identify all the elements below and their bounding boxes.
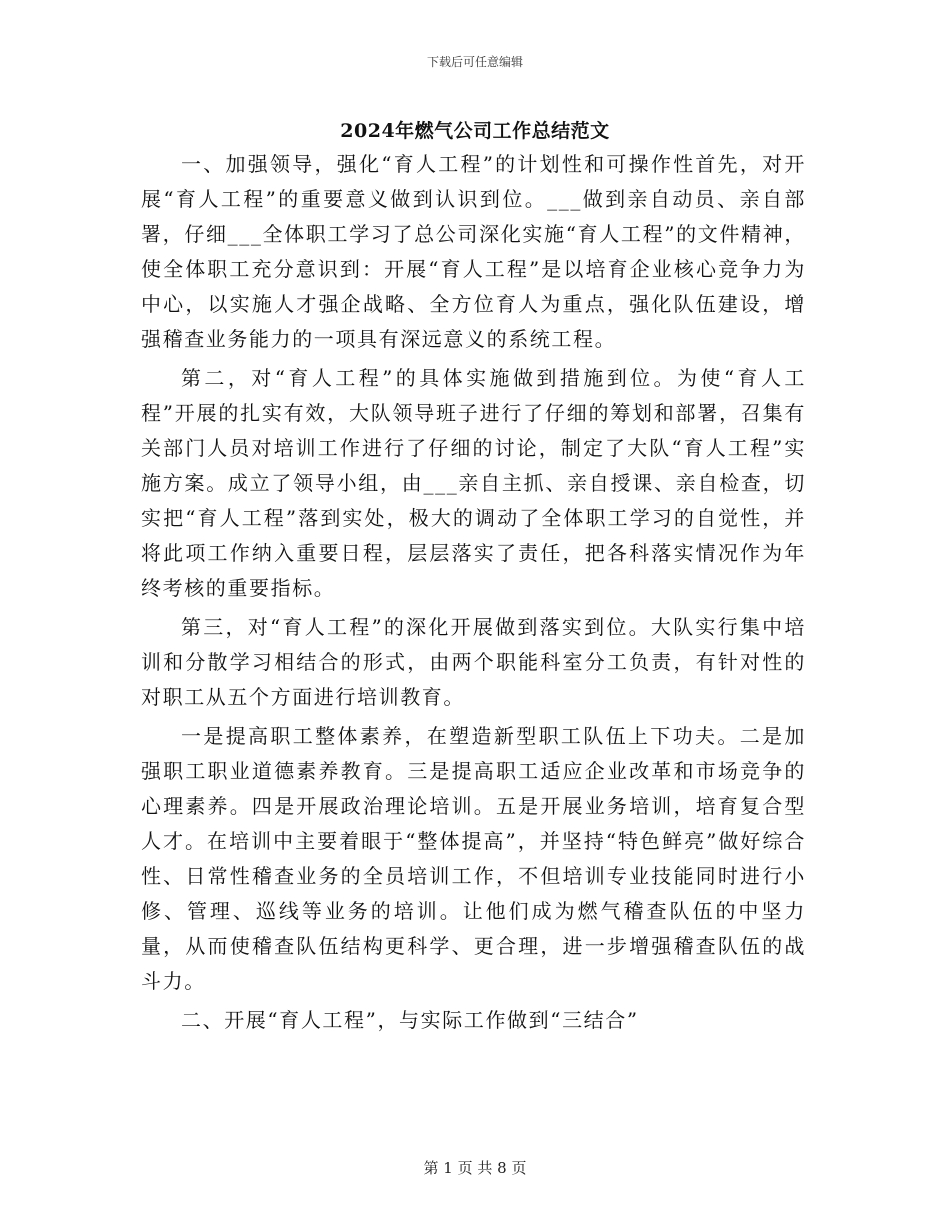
paragraph: 第三，对“育人工程”的深化开展做到落实到位。大队实行集中培训和分散学习相结合的形式，由两个职能科室分工负责，有针对性的对职工从五个方面进行培训教育。: [141, 615, 806, 709]
paragraph: 一是提高职工整体素养，在塑造新型职工队伍上下功夫。二是加强职工职业道德素养教育。三是提高职工适应企业改革和市场竞争的心理素养。四是开展政治理论培训。五是开展业务培训，培育复合型人才。在培训中主要着眼于“整体提高”，并坚持“特色鲜亮”做好综合性、日常性稽查业务的全员培训工作，不但培训专业技能同时进行小修、管理、巡线等业务的培训。让他们成为燃气稽查队伍的中坚力量，从而使稽查队伍结构更科学、更合理，进一步增强稽查队伍的战斗力。: [141, 724, 806, 993]
document-body: [141, 147, 806, 1042]
paragraph: 二、开展“育人工程”，与实际工作做到“三结合”: [181, 1008, 639, 1032]
paragraph: 一、加强领导，强化“育人工程”的计划性和可操作性首先，对开展“育人工程”的重要意义做到认识到位。___做到亲自动员、亲自部署，仔细___全体职工学习了总公司深化实施“育人工程”的文件精神，使全体职工充分意识到：开展“育人工程”是以培育企业核心竞争力为中心，以实施人才强企战略、全方位育人为重点，强化队伍建设，增强稽查业务能力的一项具有深远意义的系统工程。: [141, 152, 806, 351]
paragraph: 第二，对“育人工程”的具体实施做到措施到位。为使“育人工程”开展的扎实有效，大队领导班子进行了仔细的筹划和部署，召集有关部门人员对培训工作进行了仔细的讨论，制定了大队“育人工程”实施方案。成立了领导小组，由___亲自主抓、亲自授课、亲自检查，切实把“育人工程”落到实处，极大的调动了全体职工学习的自觉性，并将此项工作纳入重要日程，层层落实了责任，把各科落实情况作为年终考核的重要指标。: [141, 366, 806, 600]
page-number: 第 1 页 共 8 页: [423, 1159, 527, 1177]
page-header-note: 下载后可任意编辑: [426, 55, 523, 69]
document-title: 2024年燃气公司工作总结范文: [340, 120, 610, 142]
